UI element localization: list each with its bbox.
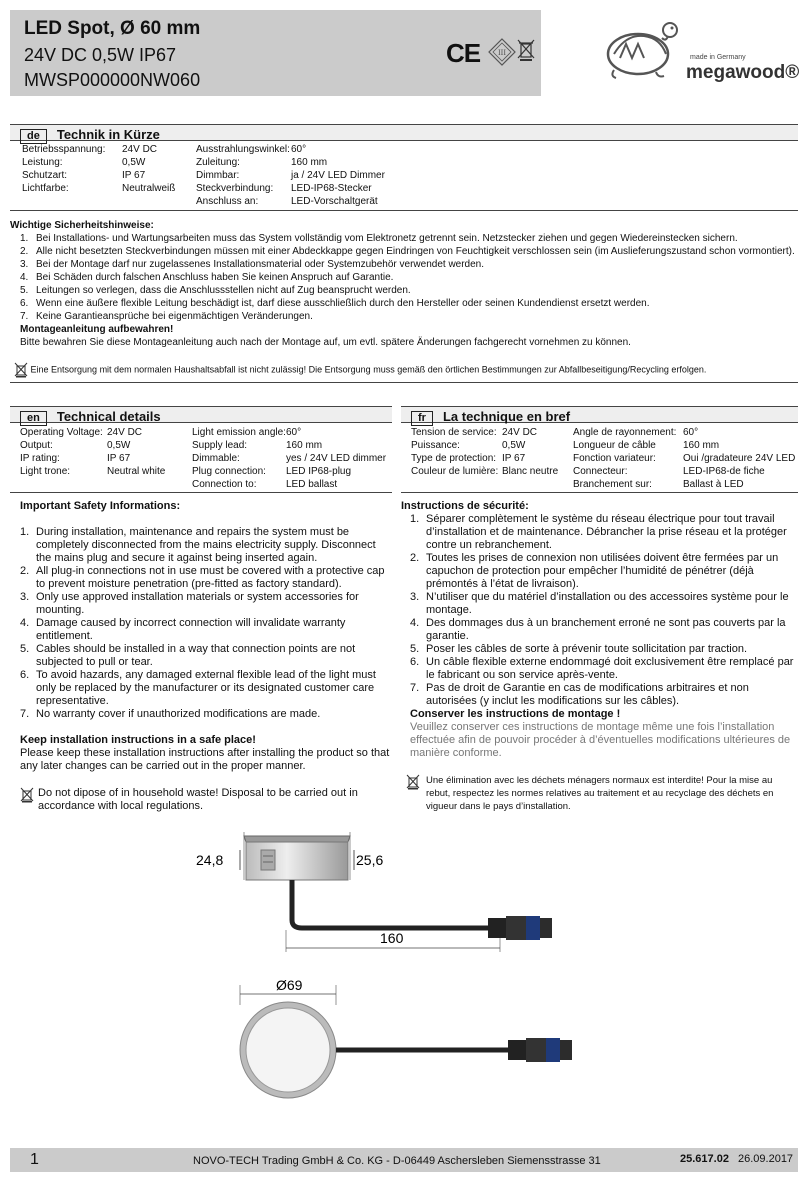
spec-label: Connection to: <box>192 479 257 490</box>
list-item: 6. Un câble flexible externe endommagé doit exclusivement être remplacé par le fabricant ou son service après-vente. <box>410 656 794 681</box>
disposal-text: Eine Entsorgung mit dem normalen Haushaltsabfall ist nicht zulässig! Die Entsorgung muss gemäß den örtlichen Bestimmungen zur Abfallbeseitigung/Recycling erfolgen. <box>30 364 707 375</box>
list-item: 6. Wenn eine äußere flexible Leitung beschädigt ist, darf diese ausschließlich durch den Hersteller oder seinen Kundendienst ersetzt werden. <box>20 298 650 309</box>
table-row <box>192 426 386 439</box>
spec-value: 24V DC <box>122 144 158 155</box>
keep-text: Please keep these installation instructions after installing the product so that any later changes can be carried out in the proper manner. <box>20 747 390 772</box>
document-code: 25.617.02 <box>680 1153 729 1165</box>
list-item: 6. To avoid hazards, any damaged external flexible lead of the light must only be replaced by the manufacturer or its designated customer care representative. <box>20 669 376 707</box>
list-item: 3. Bei der Montage darf nur zugelassenes Installationsmaterial oder Systemzubehör verwendet werden. <box>20 259 485 270</box>
section-title: La technique en bref <box>442 409 571 424</box>
table-row <box>573 439 795 452</box>
list-item: 4. Damage caused by incorrect connection will invalidate warranty entitlement. <box>20 617 346 642</box>
spec-label: Zuleitung: <box>196 157 240 168</box>
technical-drawing <box>180 810 600 1140</box>
table-row <box>573 465 795 478</box>
table-row <box>196 169 385 182</box>
list-item: 7. Keine Garantieansprüche bei eigenmächtigen Veränderungen. <box>20 311 313 322</box>
spec-value: 0,5W <box>502 440 526 451</box>
keep-heading: Keep installation instructions in a safe place! <box>20 734 256 746</box>
spec-label: Puissance: <box>411 440 460 451</box>
spec-value: IP 67 <box>502 453 526 464</box>
safety-list <box>410 513 798 708</box>
spec-label: Connecteur: <box>573 466 628 477</box>
spec-label: Steckverbindung: <box>196 183 274 194</box>
spec-value: 0,5W <box>107 440 131 451</box>
list-item: 1. Séparer complètement le système du réseau électrique pour tout travail d’installation et de maintenance. Débrancher la prise réseau et la protéger contre un rebranchement. <box>410 513 787 551</box>
keep-text: Veuillez conserver ces instructions de montage même une fois l’installation effectuée afin de pouvoir procéder à d’éventuelles modifications ultérieures de manière conforme. <box>410 721 791 759</box>
spec-value: 160 mm <box>291 157 328 168</box>
spec-value: 60° <box>286 427 302 438</box>
spot-side-view <box>240 832 354 880</box>
table-row <box>192 452 386 465</box>
spec-value: IP 67 <box>122 170 146 181</box>
spec-value: 24V DC <box>107 427 143 438</box>
cable-length-label: 160 <box>380 930 404 946</box>
table-row <box>196 195 385 208</box>
protection-class-icon <box>488 38 516 66</box>
safety-heading: Important Safety Informations: <box>20 500 181 512</box>
disposal-text: Une élimination avec les déchets ménagers normaux est interdite! Pour la mise au rebut, respectez les normes relatives au traitement et au recyclage des déchets en vigueur dans le pays d’installation. <box>426 775 774 812</box>
disposal-text: Do not dipose of in household waste! Disposal to be carried out in accordance with local regulations. <box>38 787 358 812</box>
spec-value: yes / 24V LED dimmer <box>286 453 387 464</box>
list-item: 4. Des dommages dus à un branchement erroné ne sont pas couverts par la garantie. <box>410 617 786 642</box>
table-row <box>196 182 385 195</box>
table-row <box>22 182 175 195</box>
spec-label: Light emission angle: <box>192 427 286 438</box>
spec-label: Longueur de câble <box>573 440 656 451</box>
list-item: 5. Cables should be installed in a way that connection points are not subjected to pull or tear. <box>20 643 356 668</box>
spec-label: Betriebsspannung: <box>22 144 106 155</box>
product-code: MWSP000000NW060 <box>24 70 201 90</box>
spec-value: Oui /gradateure 24V LED <box>683 453 796 464</box>
table-row <box>20 465 165 478</box>
table-row <box>411 439 558 452</box>
spec-value: 60° <box>683 427 699 438</box>
spec-value: IP 67 <box>107 453 131 464</box>
table-row <box>411 465 558 478</box>
section-header-en <box>10 406 392 423</box>
product-specs: 24V DC 0,5W IP67 <box>24 45 177 65</box>
lang-tag: en <box>20 411 47 426</box>
spec-value: LED-IP68-de fiche <box>683 466 765 477</box>
table-row <box>22 169 175 182</box>
spec-value: Neutralweiß <box>122 183 176 194</box>
spec-value: 160 mm <box>286 440 323 451</box>
document-date: 26.09.2017 <box>738 1153 794 1165</box>
list-item: 2. Toutes les prises de connexion non utilisées doivent être fermées par un capuchon de protection pour empêcher l’humidité de pénétrer (déjà prémontés à l’état de livraison). <box>410 552 779 590</box>
height-right-label: 25,6 <box>356 852 384 868</box>
spec-table-en-left <box>20 426 165 478</box>
list-item: 3. Only use approved installation materials or system accessories for mounting. <box>20 591 359 616</box>
spec-label: Angle de rayonnement: <box>573 427 677 438</box>
spec-label: Lichtfarbe: <box>22 183 69 194</box>
safety-list <box>20 232 800 323</box>
spec-value: Ballast à LED <box>683 479 744 490</box>
spec-value: LED IP68-plug <box>286 466 352 477</box>
list-item: 7. Pas de droit de Garantie en cas de modifications arbitraires et non autorisées (y inclut les modifications sur les câbles). <box>410 682 749 707</box>
spec-value: 24V DC <box>502 427 538 438</box>
connector <box>508 1038 572 1062</box>
diameter-label: Ø69 <box>276 977 303 993</box>
spec-value: 60° <box>291 144 307 155</box>
table-row <box>573 426 795 439</box>
spec-label: Leistung: <box>22 157 63 168</box>
section-title: Technical details <box>56 409 161 424</box>
spec-label: Couleur de lumière: <box>411 466 499 477</box>
table-row <box>411 452 558 465</box>
cable <box>292 880 490 928</box>
spec-label: Tension de service: <box>411 427 497 438</box>
turtle-logo-icon <box>596 14 686 84</box>
section-header-de <box>10 124 798 141</box>
spec-value: ja / 24V LED Dimmer <box>291 170 385 181</box>
spec-label: Supply lead: <box>192 440 248 451</box>
spec-label: Anschluss an: <box>196 196 259 207</box>
table-row <box>196 143 385 156</box>
table-row <box>20 426 165 439</box>
weee-bin-icon <box>406 774 420 790</box>
divider <box>401 492 798 493</box>
keep-text: Bitte bewahren Sie diese Montageanleitung auch nach der Montage auf, um evtl. spätere Änderungen fachgerecht vornehmen zu können. <box>20 337 631 348</box>
spot-top-view <box>240 1002 336 1098</box>
lang-tag: de <box>20 129 47 144</box>
spec-label: Dimmable: <box>192 453 240 464</box>
list-item: 5. Poser les câbles de sorte à prévenir toute sollicitation par traction. <box>410 643 747 655</box>
safety-list <box>20 526 392 721</box>
list-item: 4. Bei Schäden durch falschen Anschluss haben Sie keinen Anspruch auf Garantie. <box>20 272 394 283</box>
height-left-label: 24,8 <box>196 852 224 868</box>
divider <box>10 492 392 493</box>
spec-label: Branchement sur: <box>573 479 652 490</box>
ce-mark: CE <box>446 38 481 68</box>
disposal-fr <box>401 774 798 813</box>
list-item: 2. Alle nicht besetzten Steckverbindungen müssen mit einer Abdeckkappe gegen Eindringen von Feuchtigkeit verschlossen sein (im Auslieferungszustand schon vormontiert). <box>20 246 795 257</box>
table-row <box>192 439 386 452</box>
spec-value: LED ballast <box>286 479 338 490</box>
weee-bin-icon <box>14 362 28 378</box>
spec-label: Plug connection: <box>192 466 266 477</box>
safety-block-de <box>10 219 800 349</box>
table-row <box>192 478 386 491</box>
spec-label: Schutzart: <box>22 170 68 181</box>
weee-bin-icon <box>516 38 536 62</box>
divider <box>10 382 798 383</box>
spec-label: Type de protection: <box>411 453 497 464</box>
connector <box>488 916 552 940</box>
section-title: Technik in Kürze <box>56 127 160 142</box>
spec-value: Blanc neutre <box>502 466 559 477</box>
spec-label: Light trone: <box>20 466 71 477</box>
list-item: 7. No warranty cover if unauthorized modifications are made. <box>20 708 321 720</box>
safety-block-fr <box>401 500 798 813</box>
table-row <box>20 452 165 465</box>
brand-name: megawood® <box>686 62 800 83</box>
table-row <box>22 143 175 156</box>
spec-value: 0,5W <box>122 157 146 168</box>
spec-table-de-left <box>22 143 175 195</box>
safety-heading: Wichtige Sicherheitshinweise: <box>10 220 154 231</box>
spec-table-de-right <box>196 143 385 208</box>
svg-text:III: III <box>498 48 506 57</box>
table-row <box>573 478 795 491</box>
spec-table-fr-left <box>411 426 558 478</box>
spec-label: Fonction variateur: <box>573 453 656 464</box>
lang-tag: fr <box>411 411 433 426</box>
table-row <box>22 156 175 169</box>
section-header-fr <box>401 406 798 423</box>
table-row <box>411 426 558 439</box>
spec-value: LED-IP68-Stecker <box>291 183 372 194</box>
table-row <box>192 465 386 478</box>
table-row <box>20 439 165 452</box>
spec-value: LED-Vorschaltgerät <box>291 196 378 207</box>
page-title: LED Spot, Ø 60 mm <box>24 18 201 39</box>
spec-label: Ausstrahlungswinkel: <box>196 144 290 155</box>
table-row <box>573 452 795 465</box>
list-item: 1. Bei Installations- und Wartungsarbeiten muss das System vollständig vom Elektronetz getrennt sein. Netzstecker ziehen und gegen Wiedereinstecken sichern. <box>20 233 738 244</box>
spec-label: IP rating: <box>20 453 60 464</box>
list-item: 2. All plug-in connections not in use must be covered with a protective cap to prevent moisture penetration (pre-fitted as factory standard). <box>20 565 385 590</box>
disposal-de <box>14 362 804 378</box>
safety-block-en <box>20 500 392 813</box>
spec-table-fr-right <box>573 426 795 491</box>
safety-heading: Instructions de sécurité: <box>401 500 529 512</box>
list-item: 1. During installation, maintenance and repairs the system must be completely disconnected from the mains electricity supply. Disconnect the mains plug and secure it against being inserted again. <box>20 526 376 564</box>
page-number: 1 <box>30 1151 39 1168</box>
table-row <box>196 156 385 169</box>
divider <box>10 210 798 211</box>
weee-bin-icon <box>20 787 34 803</box>
spec-value: 160 mm <box>683 440 720 451</box>
spec-label: Output: <box>20 440 53 451</box>
spec-label: Operating Voltage: <box>20 427 103 438</box>
spec-value: Neutral white <box>107 466 166 477</box>
keep-heading: Conserver les instructions de montage ! <box>410 708 621 720</box>
spec-label: Dimmbar: <box>196 170 240 181</box>
spec-table-en-right <box>192 426 386 491</box>
list-item: 5. Leitungen so verlegen, dass die Anschlussstellen nicht auf Zug beansprucht werden. <box>20 285 411 296</box>
made-in-label: made in Germany <box>690 54 746 61</box>
footer-address: NOVO-TECH Trading GmbH & Co. KG - D-06449 Aschersleben Siemensstrasse 31 <box>193 1155 601 1167</box>
keep-heading: Montageanleitung aufbewahren! <box>20 324 174 335</box>
list-item: 3. N’utiliser que du matériel d’installation ou des accessoires système pour le montage. <box>410 591 789 616</box>
